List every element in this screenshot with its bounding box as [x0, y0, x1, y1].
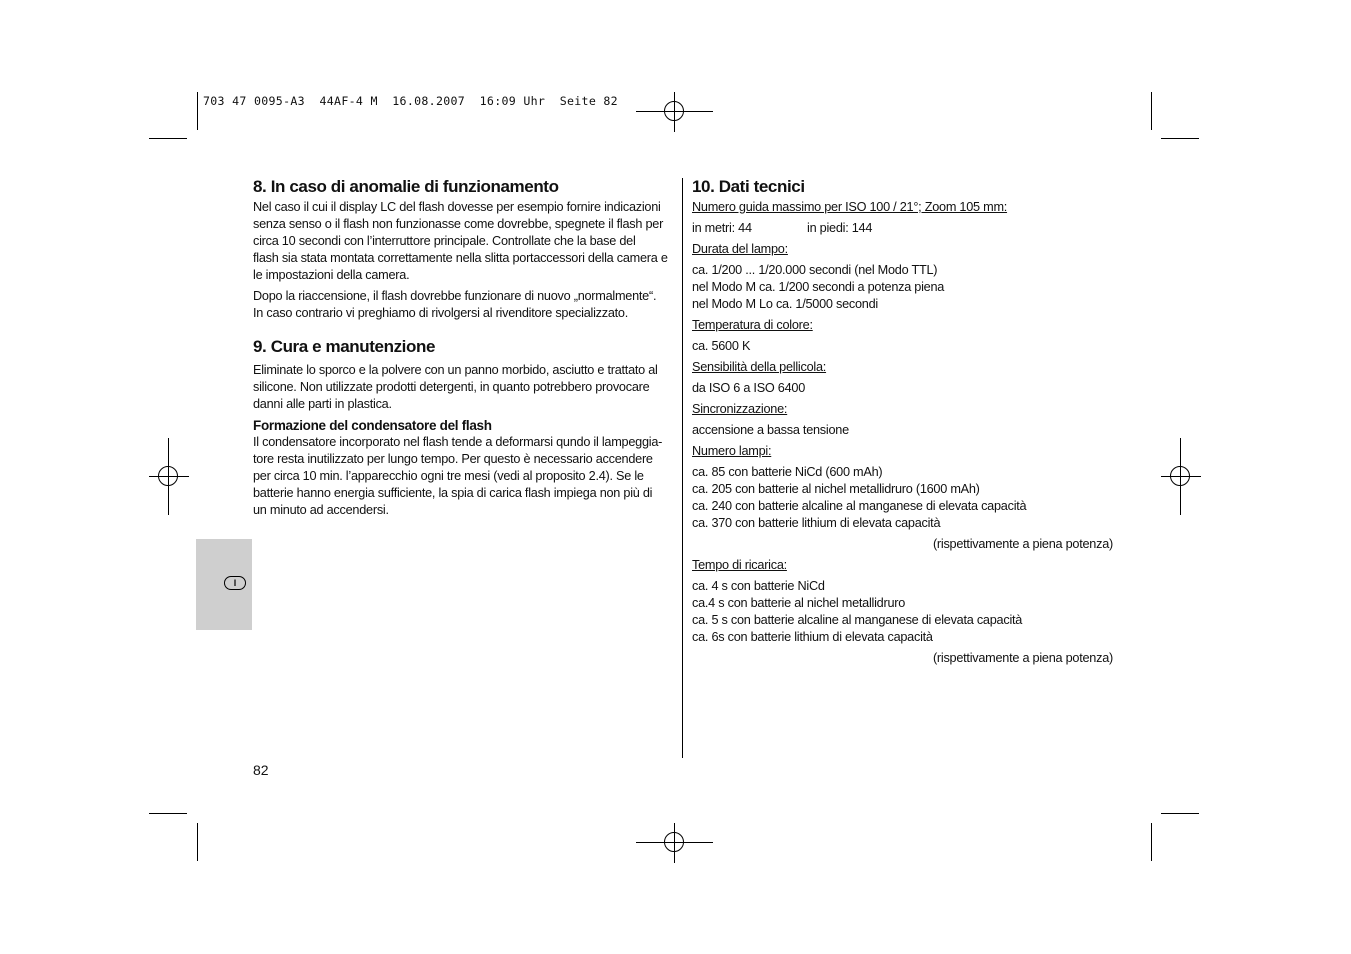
- section9-line: Eliminate lo sporco e la polvere con un panno morbido, asciutto e trattato al: [253, 363, 658, 377]
- sync-label: Sincronizzazione:: [692, 402, 788, 416]
- condenser-line: tore resta inutilizzato per lungo tempo. Per questo è necessario accendere: [253, 452, 653, 466]
- crop-mark: [1161, 813, 1199, 814]
- flash-count-label: Numero lampi:: [692, 444, 772, 458]
- condenser-line: Il condensatore incorporato nel flash tende a deformarsi qundo il lampeggia-: [253, 435, 663, 449]
- flash-duration-line: ca. 1/200 ... 1/20.000 secondi (nel Modo TTL): [692, 263, 938, 277]
- section8-line: flash sia stata montata correttamente nella slitta portaccessori della camera e: [253, 251, 668, 265]
- flash-count-line: ca. 205 con batterie al nichel metallidruro (1600 mAh): [692, 482, 980, 496]
- flash-duration-label: Durata del lampo:: [692, 242, 788, 256]
- condenser-subtitle: Formazione del condensatore del flash: [253, 418, 492, 433]
- condenser-line: un minuto ad accendersi.: [253, 503, 389, 517]
- guide-number-label: Numero guida massimo per ISO 100 / 21°; Zoom 105 mm:: [692, 200, 1008, 214]
- recycle-time-line: ca. 5 s con batterie alcaline al manganese di elevata capacità: [692, 613, 1023, 627]
- condenser-line: per circa 10 min. l’apparecchio ogni tre mesi (vedi al proposito 2.4). Se le: [253, 469, 644, 483]
- color-temperature-label: Temperatura di colore:: [692, 318, 813, 332]
- section8-title: 8. In caso di anomalie di funzionamento: [253, 177, 559, 196]
- section9-title: 9. Cura e manutenzione: [253, 337, 436, 356]
- flash-duration-line: nel Modo M Lo ca. 1/5000 secondi: [692, 297, 878, 311]
- section8-line: circa 10 secondi con l’interruttore principale. Controllate che la base del: [253, 234, 636, 248]
- section8-line: le impostazioni della camera.: [253, 268, 410, 282]
- section8-line: Dopo la riaccensione, il flash dovrebbe funzionare di nuovo „normalmente“.: [253, 289, 657, 303]
- crop-mark: [197, 92, 198, 130]
- print-header: 703 47 0095-A3 44AF-4 M 16.08.2007 16:09 Uhr Seite 82: [203, 94, 618, 108]
- recycle-time-label: Tempo di ricarica:: [692, 558, 787, 572]
- section9-line: danni alle parti in plastica.: [253, 397, 392, 411]
- guide-number-feet: in piedi: 144: [807, 221, 873, 235]
- recycle-time-line: ca.4 s con batterie al nichel metallidruro: [692, 596, 906, 610]
- condenser-line: batterie hanno energia sufficiente, la spia di carica flash impiega non più di: [253, 486, 653, 500]
- section8-line: Nel caso il cui il display LC del flash dovesse per esempio fornire indicazioni: [253, 200, 661, 214]
- section10-title: 10. Dati tecnici: [692, 177, 805, 196]
- language-badge: I: [224, 576, 246, 590]
- crop-mark: [197, 823, 198, 861]
- flash-count-line: ca. 240 con batterie alcaline al manganese di elevata capacità: [692, 499, 1027, 513]
- guide-number-values: [692, 220, 1113, 237]
- recycle-time-note: (rispettivamente a piena potenza): [932, 651, 1113, 665]
- color-temperature-value: ca. 5600 K: [692, 339, 751, 353]
- section8-line: In caso contrario vi preghiamo di rivolgersi al rivenditore specializzato.: [253, 306, 628, 320]
- film-speed-label: Sensibilità della pellicola:: [692, 360, 827, 374]
- crop-mark: [1151, 823, 1152, 861]
- column-divider: [682, 178, 683, 758]
- guide-number-metric: in metri: 44: [692, 221, 752, 235]
- crop-mark: [1151, 92, 1152, 130]
- sync-value: accensione a bassa tensione: [692, 423, 849, 437]
- flash-count-line: ca. 85 con batterie NiCd (600 mAh): [692, 465, 883, 479]
- flash-count-line: ca. 370 con batterie lithium di elevata capacità: [692, 516, 941, 530]
- section8-line: senza senso o il flash non funzionasse come dovrebbe, spegnete il flash per: [253, 217, 664, 231]
- crop-mark: [149, 138, 187, 139]
- recycle-time-line: ca. 4 s con batterie NiCd: [692, 579, 825, 593]
- right-column: [692, 177, 1113, 667]
- crop-mark: [1161, 138, 1199, 139]
- left-column: [253, 177, 678, 519]
- page-number: 82: [253, 762, 269, 778]
- section9-line: silicone. Non utilizzate prodotti detergenti, in quanto potrebbero provocare: [253, 380, 650, 394]
- flash-count-note: (rispettivamente a piena potenza): [932, 537, 1113, 551]
- film-speed-value: da ISO 6 a ISO 6400: [692, 381, 806, 395]
- recycle-time-line: ca. 6s con batterie lithium di elevata capacità: [692, 630, 933, 644]
- flash-duration-line: nel Modo M ca. 1/200 secondi a potenza piena: [692, 280, 945, 294]
- crop-mark: [149, 813, 187, 814]
